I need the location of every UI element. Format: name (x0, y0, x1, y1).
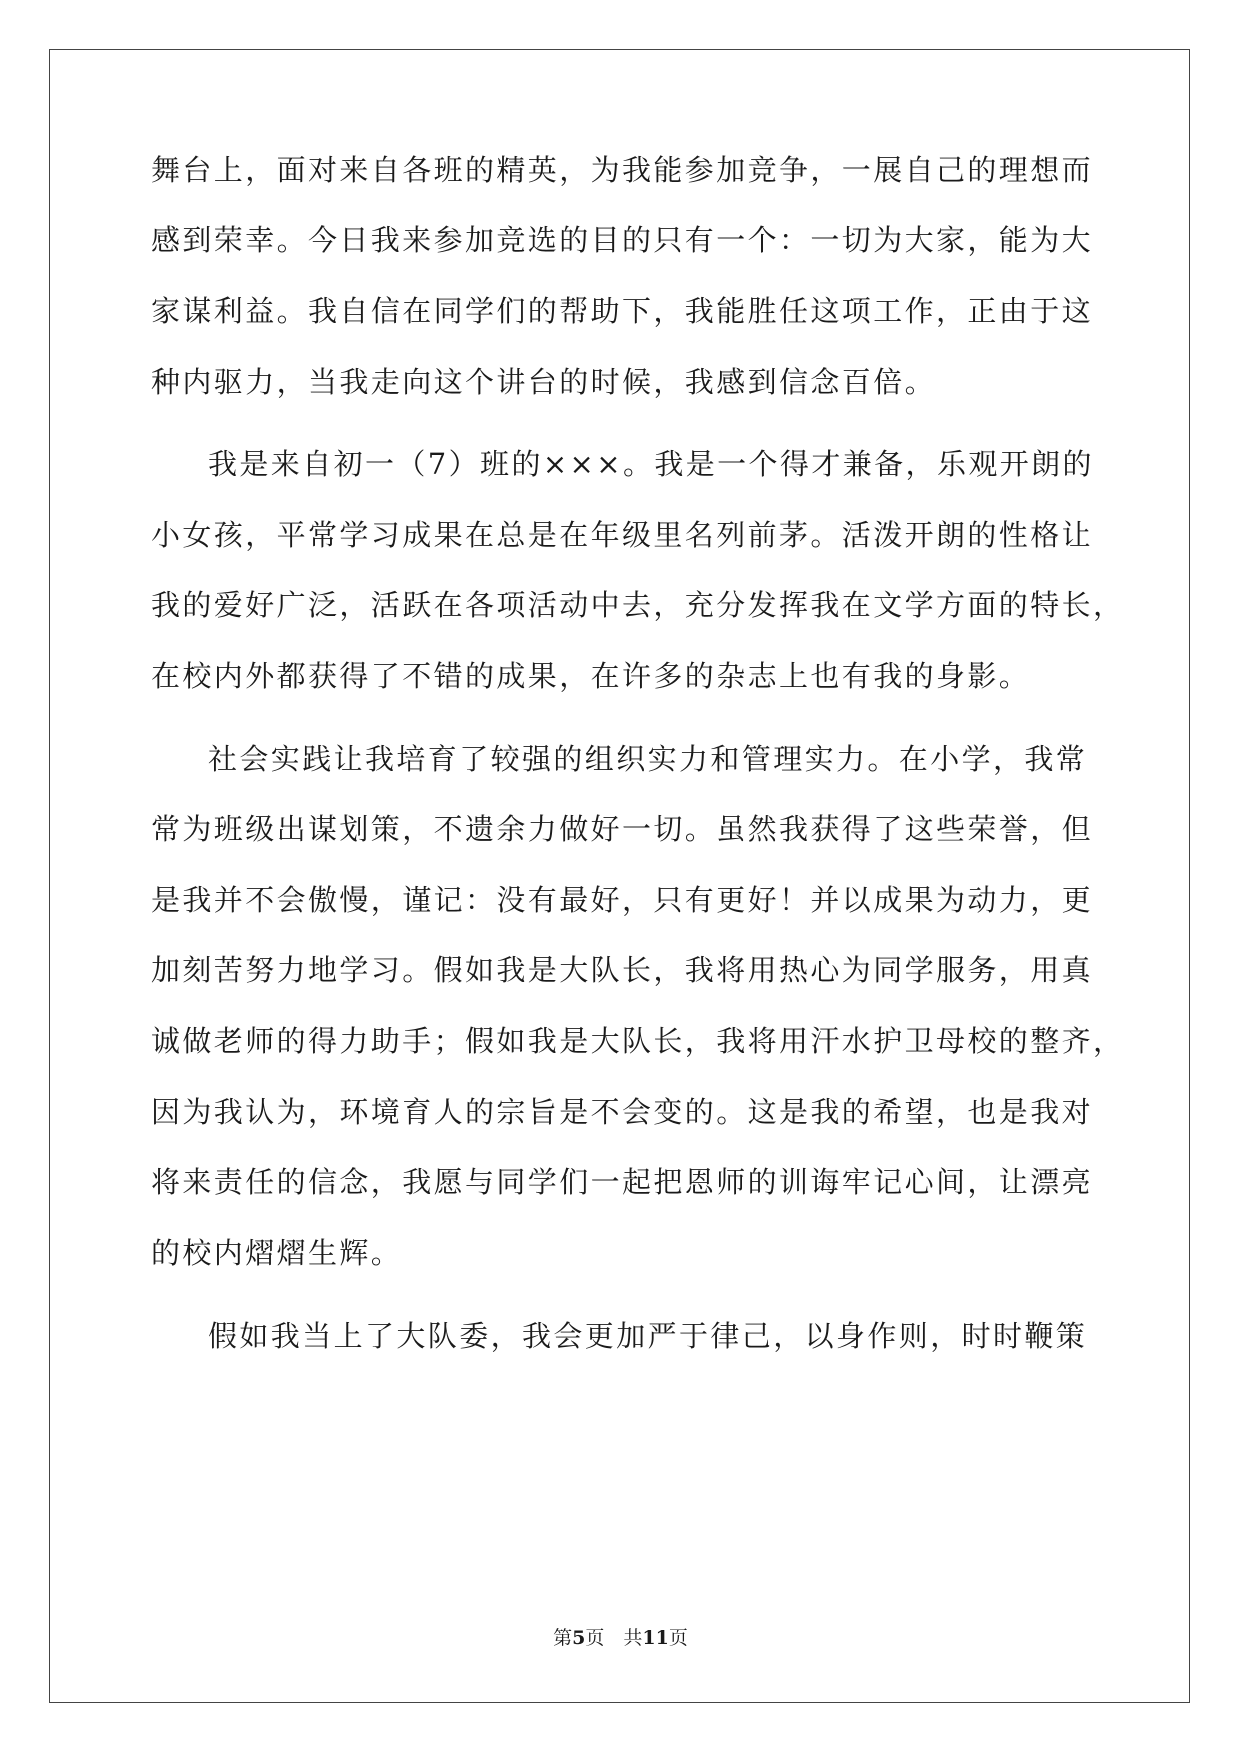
paragraph-first-line: 我是来自初一（7）班的×××。我是一个得才兼备，乐观开朗的 (208, 447, 1094, 481)
text-line: 将来责任的信念，我愿与同学们一起把恩师的训诲牢记心间，让漂亮 (151, 1165, 1094, 1199)
text-line: 在校内外都获得了不错的成果，在许多的杂志上也有我的身影。 (151, 659, 1031, 693)
text-line: 是我并不会傲慢，谨记：没有最好，只有更好！并以成果为动力，更 (151, 883, 1094, 917)
current-page-number: 5 (572, 1627, 586, 1649)
text-line: 家谋利益。我自信在同学们的帮助下，我能胜任这项工作，正由于这 (151, 294, 1094, 328)
total-pages-number: 11 (642, 1627, 669, 1649)
text-line: 常为班级出谋划策，不遗余力做好一切。虽然我获得了这些荣誉，但 (151, 812, 1094, 846)
text-line: 的校内熠熠生辉。 (151, 1236, 403, 1270)
text-line: 感到荣幸。今日我来参加竞选的目的只有一个：一切为大家，能为大 (151, 223, 1094, 257)
text-line: 舞台上，面对来自各班的精英，为我能参加竞争，一展自己的理想而 (151, 153, 1094, 187)
paragraph-first-line: 社会实践让我培育了较强的组织实力和管理实力。在小学，我常 (208, 742, 1088, 776)
footer-prefix: 第 (553, 1627, 573, 1649)
text-line: 种内驱力，当我走向这个讲台的时候，我感到信念百倍。 (151, 365, 937, 399)
footer-mid: 页 共 (585, 1627, 643, 1649)
footer-suffix: 页 (668, 1627, 688, 1649)
text-line: 诚做老师的得力助手；假如我是大队长，我将用汗水护卫母校的整齐， (151, 1024, 1125, 1058)
paragraph-first-line: 假如我当上了大队委，我会更加严于律己，以身作则，时时鞭策 (208, 1319, 1088, 1353)
text-line: 我的爱好广泛，活跃在各项活动中去，充分发挥我在文学方面的特长， (151, 588, 1125, 622)
text-line: 加刻苦努力地学习。假如我是大队长，我将用热心为同学服务，用真 (151, 953, 1094, 987)
text-line: 因为我认为，环境育人的宗旨是不会变的。这是我的希望，也是我对 (151, 1095, 1094, 1129)
text-line: 小女孩，平常学习成果在总是在年级里名列前茅。活泼开朗的性格让 (151, 518, 1094, 552)
page-footer (0, 1626, 1241, 1650)
